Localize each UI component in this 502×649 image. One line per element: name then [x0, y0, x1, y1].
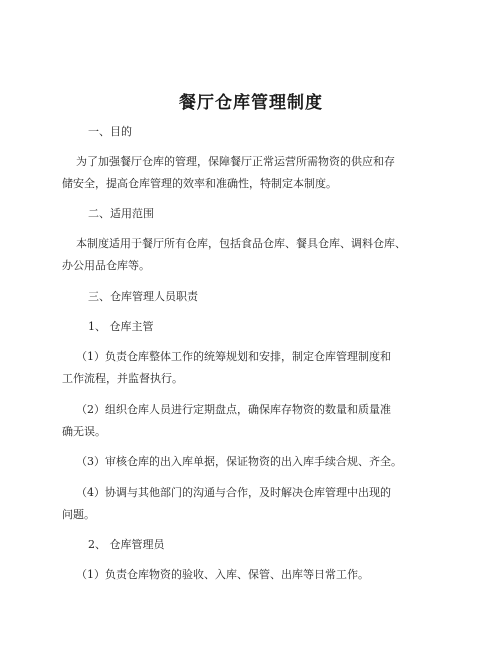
- item-2-line-1: （2）组织仓库人员进行定期盘点，确保库存物资的数量和质量准: [76, 403, 391, 416]
- keeper-item-1-line-1: （1）负责仓库物资的验收、入库、保管、出库等日常工作。: [76, 568, 369, 581]
- paragraph-scope-line-1: 本制度适用于餐厅所有仓库，包括食品仓库、餐具仓库、调料仓库、: [76, 237, 406, 250]
- item-2-line-2: 确无误。: [62, 425, 106, 438]
- item-1-line-2: 工作流程，并监督执行。: [62, 372, 183, 385]
- paragraph-scope-line-2: 办公用品仓库等。: [62, 259, 150, 272]
- subheading-warehouse-supervisor: 1、 仓库主管: [88, 320, 154, 333]
- item-1-line-1: （1）负责仓库整体工作的统筹规划和安排，制定仓库管理制度和: [76, 350, 391, 363]
- section-heading-scope: 二、适用范围: [88, 207, 154, 220]
- item-4-line-1: （4）协调与其他部门的沟通与合作，及时解决仓库管理中出现的: [76, 486, 391, 499]
- item-4-line-2: 问题。: [62, 508, 95, 521]
- subheading-warehouse-keeper: 2、 仓库管理员: [88, 538, 165, 551]
- paragraph-purpose-line-1: 为了加强餐厅仓库的管理，保障餐厅正常运营所需物资的供应和存: [76, 155, 395, 168]
- section-heading-responsibilities: 三、仓库管理人员职责: [88, 290, 198, 303]
- document-title: 餐厅仓库管理制度: [179, 93, 323, 113]
- item-3-line-1: （3）审核仓库的出入库单据，保证物资的出入库手续合规、齐全。: [76, 455, 402, 468]
- paragraph-purpose-line-2: 储安全，提高仓库管理的效率和准确性，特制定本制度。: [62, 177, 337, 190]
- section-heading-purpose: 一、目的: [88, 125, 132, 138]
